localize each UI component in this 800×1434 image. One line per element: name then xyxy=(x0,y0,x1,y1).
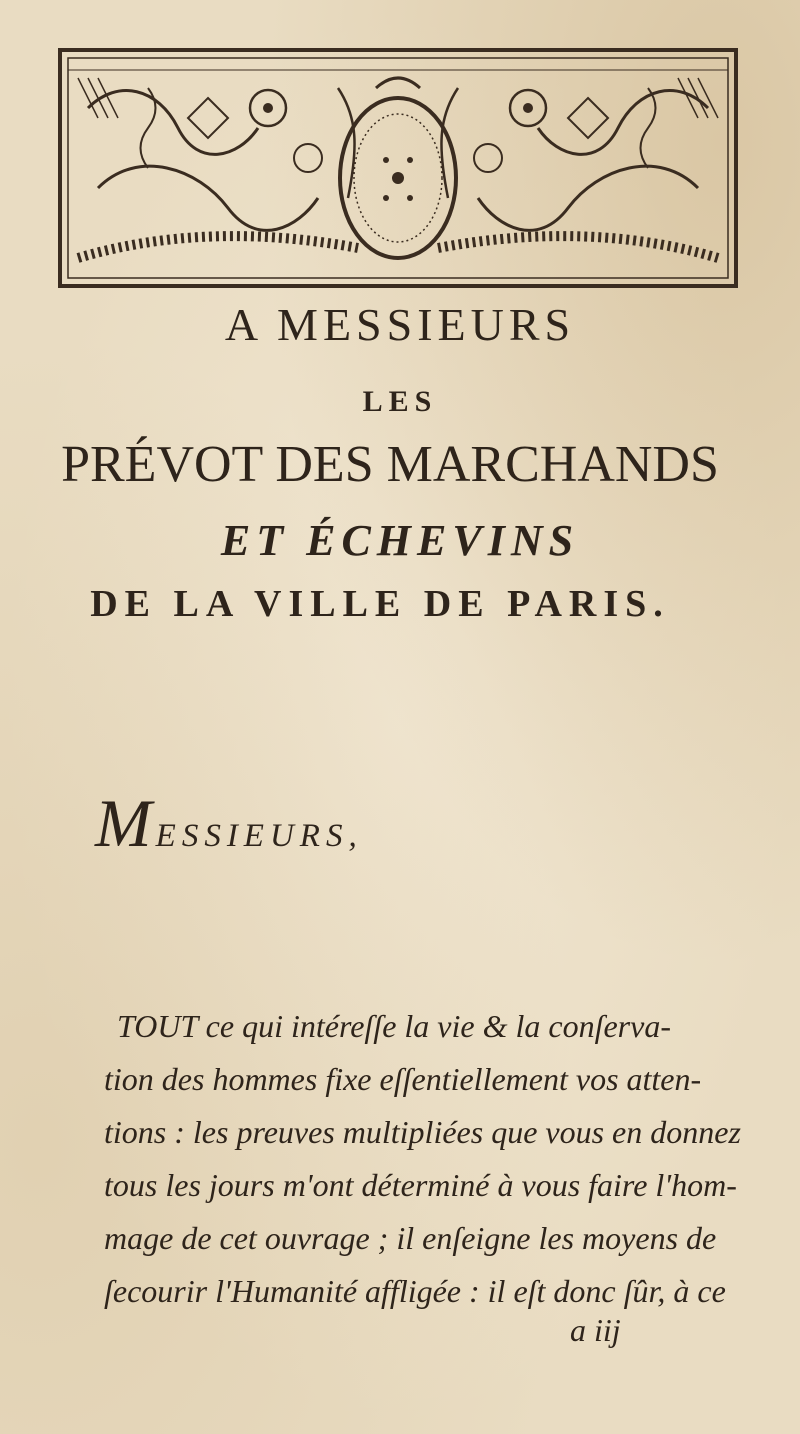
body-paragraph xyxy=(104,1000,764,1318)
dedication-prevot: PRÉVOT DES MARCHANDS xyxy=(61,436,719,493)
dedication-heading: A MESSIEURS xyxy=(224,299,576,350)
body-line: tion des hommes fixe eſſentiellement vos atten- xyxy=(104,1061,702,1097)
signature-mark: a iij xyxy=(570,1312,621,1348)
dedication-les: LES xyxy=(362,385,438,418)
body-line: ſecourir l'Humanité affligée : il eſt donc ſûr, à ce xyxy=(104,1273,726,1309)
dedication-ville: DE LA VILLE DE PARIS. xyxy=(90,583,670,625)
drop-cap: M xyxy=(95,785,152,861)
ornamental-headpiece xyxy=(58,48,738,288)
body-line: TOUT ce qui intéreſſe la vie & la conſerva- xyxy=(117,1008,671,1044)
salutation-text: ESSIEURS, xyxy=(155,818,363,854)
body-line: tions : les preuves multipliées que vous en donnez xyxy=(104,1114,741,1150)
salutation xyxy=(95,784,363,863)
dedication-echevins: ET ÉCHEVINS xyxy=(220,516,580,565)
body-line: tous les jours m'ont déterminé à vous faire l'hom- xyxy=(104,1167,737,1203)
body-line: mage de cet ouvrage ; il enſeigne les moyens de xyxy=(104,1220,717,1256)
